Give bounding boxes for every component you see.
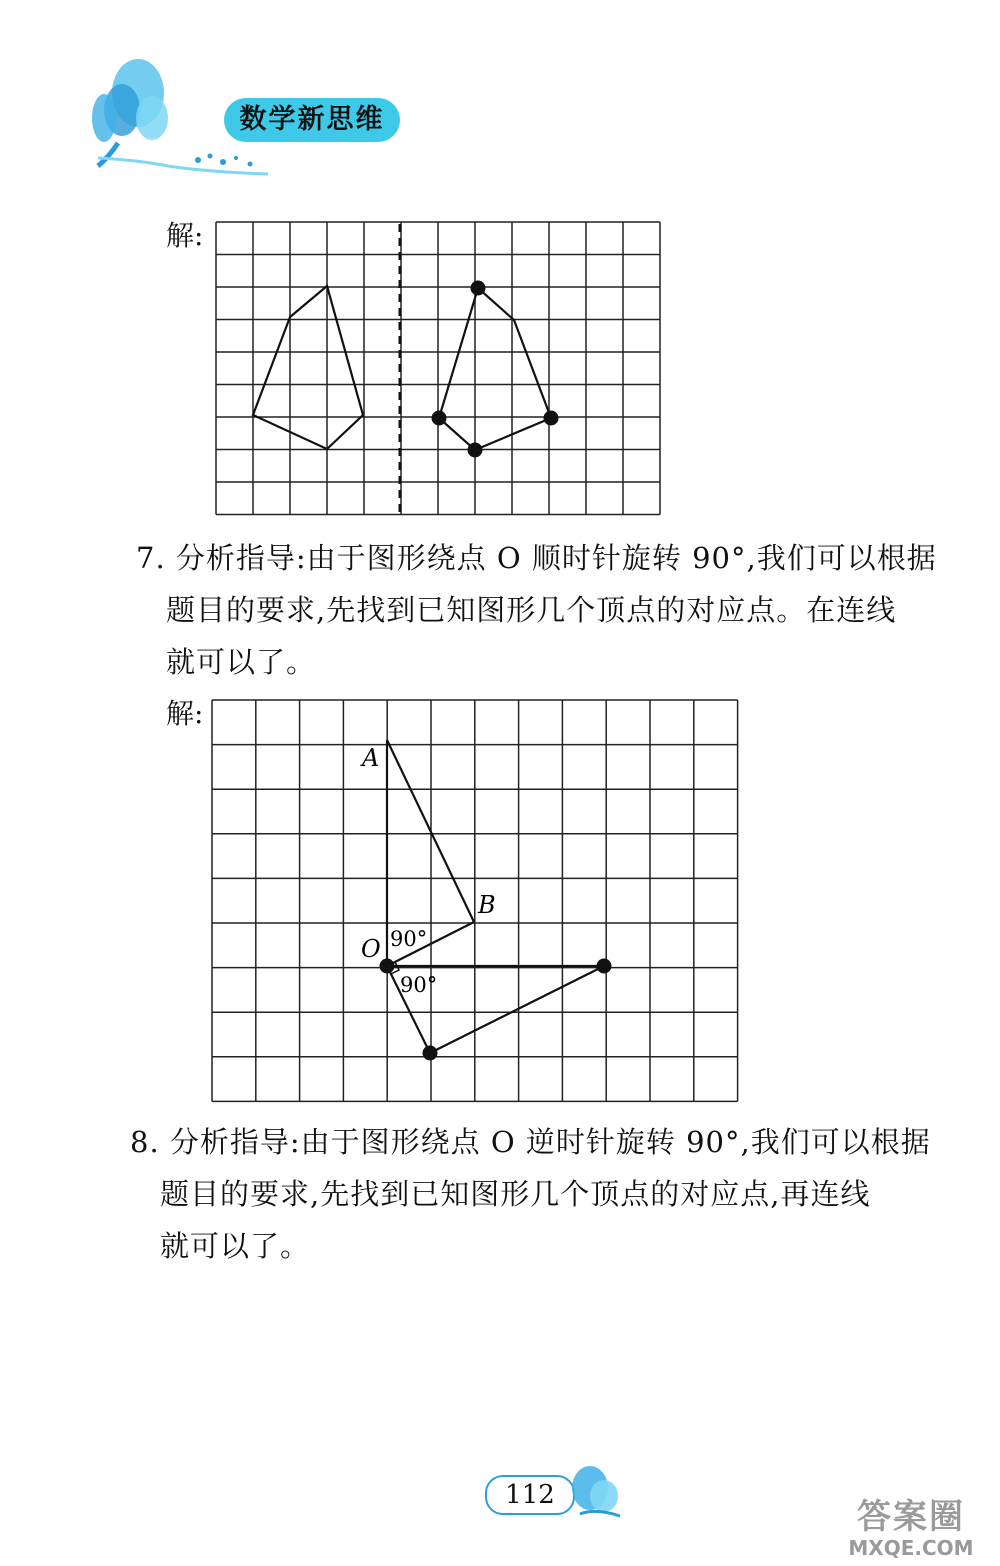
- page-number: 112: [485, 1475, 575, 1515]
- grid-lines-1: [216, 222, 660, 515]
- watermark-url: MXQE.COM: [848, 1536, 974, 1560]
- grid-figure-1: [0, 0, 1000, 560]
- problem-7-line: 题目的要求,先找到已知图形几个顶点的对应点。在连线: [166, 593, 897, 627]
- watermark-logo-text: 答案圈: [857, 1497, 965, 1537]
- point-o: [380, 959, 395, 974]
- vertex-point: [423, 1046, 438, 1061]
- vertex-point: [471, 281, 486, 296]
- angle-label-top: 90°: [390, 927, 428, 951]
- label-a: A: [362, 744, 380, 772]
- solution-label: 解:: [166, 219, 204, 252]
- problem-7-line: 7. 分析指导:由于图形绕点 O 顺时针旋转 90°,我们可以根据: [136, 541, 937, 575]
- problem-8-line: 就可以了。: [160, 1229, 311, 1263]
- grid-figure-2: [0, 680, 1000, 1120]
- blue-butterfly-icon: [560, 1458, 630, 1528]
- vertex-point: [544, 411, 559, 426]
- original-figure: [253, 286, 363, 449]
- vertex-point: [432, 411, 447, 426]
- solution-label: 解:: [166, 697, 204, 730]
- label-b: B: [478, 891, 496, 919]
- problem-8-line: 题目的要求,先找到已知图形几个顶点的对应点,再连线: [160, 1177, 871, 1211]
- grid-lines-2: [212, 700, 738, 1101]
- problem-8-text: [130, 1116, 931, 1272]
- watermark: [826, 1498, 996, 1564]
- header-title: 数学新思维: [224, 98, 400, 142]
- vertex-point: [597, 959, 612, 974]
- problem-7-line: 就可以了。: [166, 645, 317, 679]
- vertex-point: [468, 443, 483, 458]
- label-o: O: [361, 935, 381, 963]
- problem-8-line: 8. 分析指导:由于图形绕点 O 逆时针旋转 90°,我们可以根据: [130, 1125, 931, 1159]
- reflected-figure: [439, 288, 551, 450]
- angle-label-bottom: 90°: [400, 973, 438, 997]
- problem-7-text: [136, 532, 937, 688]
